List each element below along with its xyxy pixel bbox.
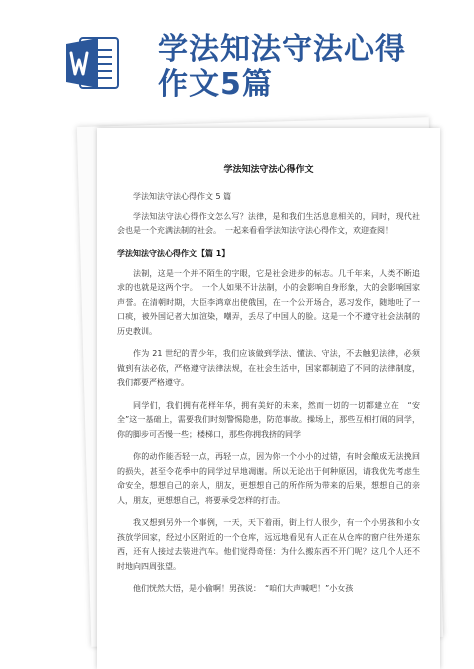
document-paragraphs (117, 190, 420, 597)
body-paragraph: 作为 21 世纪的青少年，我们应该做到学法、懂法、守法，不去触犯法律，必须做到有法必依，严格遵守法律法规，在社会生活中，国家都制造了不同的法律制度，我们都要严格遵守。 (117, 349, 420, 387)
page-title-line-1: 学法知法守法心得 (158, 32, 406, 67)
document-subtitle: 学法知法守法心得作文 5 篇 (133, 192, 232, 201)
body-paragraph: 他们恍然大悟，是小偷啊！男孩说： “咱们大声喊吧！”小女孩 (133, 584, 354, 593)
document-body (117, 164, 420, 605)
body-paragraph: 同学们，我们拥有花样年华，拥有美好的未来，然而一切的一切都建立在 “安全”这一基础上，需要我们时刻警惕隐患，防范事故。操场上，那些互相打闹的同学，你的脚步可否慢一些；楼梯口，那些你拥我挤的同学 (117, 400, 420, 439)
document-title: 学法知法守法心得作文 (223, 165, 314, 175)
section-heading: 学法知法守法心得作文【篇 1】 (117, 248, 230, 258)
body-paragraph: 我又想到另外一个事例，一天，天下着雨，街上行人很少，有一个小男孩和小女孩放学回家，经过小区附近的一个仓库，远远地看见有人正在从仓库的窗户往外递东西，还有人接过去装进汽车。他们觉得奇怪：为什么搬东西不开门呢？这几个人还不时地向四周张望。 (117, 518, 420, 571)
header-banner (0, 0, 474, 110)
page-title-line-2: 作文5篇 (158, 67, 273, 102)
body-paragraph: 法制，这是一个并不陌生的字眼，它是社会进步的标志。几千年来，人类不断追求的也就是这两个字。 一个人如果不计法制，小的会影响自身形象，大的会影响国家声誉。在清朝时期，大臣李鸿章出使俄国，在一个公开场合，恶习发作，随地吐了一口痰，被外国记者大加渲染，嘲弄，丢尽了中国人的脸。这是一个不遵守社会法制的历史教训。 (117, 268, 420, 336)
body-paragraph: 学法知法守法心得作文怎么写？法律，是和我们生活息息相关的，同时，现代社会也是一个充满法制的社会。 一起来看看学法知法守法心得作文，欢迎查阅！ (117, 211, 420, 235)
word-doc-icon (62, 34, 122, 92)
body-paragraph: 你的动作能否轻一点，再轻一点，因为你一个小小的过错，有时会酿成无法挽回的损失，甚至令花季中的同学过早地凋谢。所以无论出于何种原因，请我优先考虑生命安全，想想自己的亲人，朋友，更想想自己的所作所为带来的后果，想想自己的亲人，朋友，更想想自己，将要承受怎样的打击。 (117, 452, 420, 505)
document-page (97, 128, 440, 669)
